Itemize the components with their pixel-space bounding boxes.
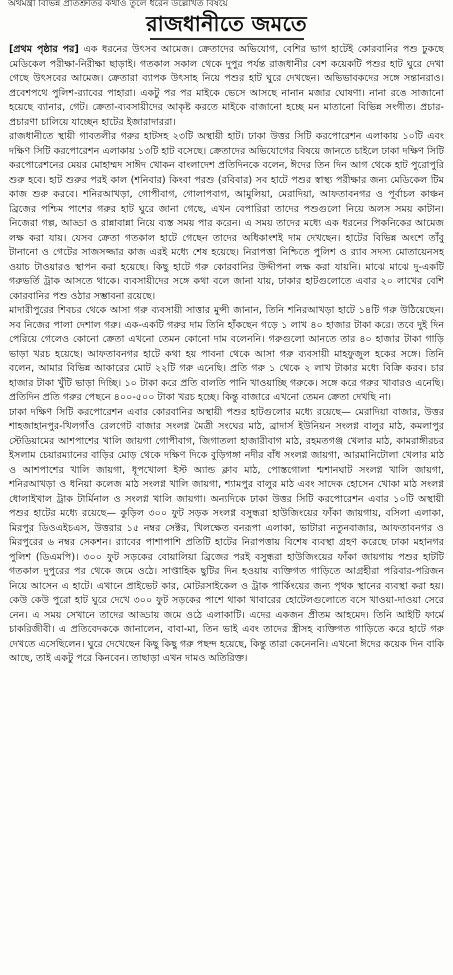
- jump-label: [প্রথম পৃষ্ঠার পর]: [9, 44, 79, 55]
- article-paragraph: মাদারীপুরের শিবচর থেকে আসা গরু ব্যবসায়ী সাত্তার মুন্সী জানান, তিনি শনিরআখড়া হাটে ১৪টি গরু উঠিয়েছেন। সব নিজের পালা দেশাল গরু। এক-একটি গরুর দাম তিনি হাঁকছেন গড়ে ১ লাখ ৪০ হাজার টাকা করে। তবে দুই দিন পেরিয়ে গেলেও কোনো ক্রেতা এখনো তেমন কোনো দাম বলেননি। গরুগুলো আনতে তার ৪০ হাজার টাকা গাড়ি ভাড়া খরচ হয়েছে। আফতাবনগর হাটে কথা হয় পাবনা থেকে আসা গরু ব্যবসায়ী মাহফুজুল হকের সঙ্গে। তিনি বলেন, আমার বিভিন্ন আকারের মোট ২২টি গরু এনেছি। প্রতি গরু ১ থেকে ২ লাখ টাকার মধ্যে বিক্রি করব। চার হাজার টাকা খুঁটি ভাড়া দিচ্ছি। ১০ টাকা করে প্রতি বালতি পানি খাওয়াচ্ছি গরুকে। সঙ্গে করে গরুর খাবারও এনেছি। প্রতিদিন প্রতি গরুর পেছনে ৪০০-৫০০ টাকা খরচ হচ্ছে। কিন্তু বাজারে এখনো তেমন ক্রেতা দেখছি না।: [9, 305, 444, 403]
- article-paragraph: রাজধানীতে স্থায়ী গাবতলীর গরুর হাটসহ ২৩টি অস্থায়ী হাট। ঢাকা উত্তর সিটি করপোরেশন এলাকায় ১০টি এবং দক্ষিণ সিটি করপোরেশন এলাকায় ১৩টি হাট বসেছে। ক্রেতাদের অভিযোগের বিষয়ে জানতে চাইলে ঢাকা দক্ষিণ সিটি করপোরেশনের মেয়র মোহাম্মদ সাঈদ খোকন বাংলাদেশ প্রতিদিনকে বলেন, ঈদের তিন দিন আগ থেকে হাট পুরোপুরি শুরু হবে। হাট শুরুর পরই কাল (শনিবার) কিংবা পরশু (রবিবার) সব হাটে পশুর স্বাস্থ্য পরীক্ষার জন্য মেডিকেল টিম কাজ শুরু করবে। শনিরআখড়া, গোপীবাগ, গোলাপবাগ, আমুলিয়া, মেরাদিয়া, আফতাবনগর ও পূর্বাচল কাঞ্চন ব্রিজের পশ্চিম পাশের গরুর হাট ঘুরে জানা গেছে, এখন বেপারিরা তাদের পশুগুলো নিয়ে অলস সময় কাটান। নিজেরা গল্প, আড্ডা ও রান্নাবান্না নিয়ে ব্যস্ত সময় পার করেন। এ সময় তাদের মধ্যে এক ধরনের পিকনিকের আমেজ লক্ষ করা যায়। যেসব ক্রেতা গতকাল হাটে গেছেন তাদের অধিকাংশই দাম দেখছেন। হাটের বিভিন্ন অংশে তাঁবু টানানো ও গেটের সাজসজ্জার কাজ এরই মধ্যে শেষ হয়েছে। নিরাপত্তা নিশ্চিতে পুলিশ ও র‍্যাব সদস্য মোতায়েনসহ ওয়াচ টাওয়ারও স্থাপন করা হয়েছে। কিছু হাটে গরু কোরবানির উদ্দীপনা লক্ষ করা যায়নি। মাঝে মাঝে দু-একটি গরুভর্তি ট্রাক আসতে থাকে। ব্যবসায়ীদের সঙ্গে কথা বলে জানা যায়, ঢাকার হাটগুলোতে এবার ২০ লাখের বেশি কোরবানির পশু ওঠার সম্ভাবনা রয়েছে।: [9, 131, 444, 302]
- previous-article-fragment: অর্থমন্ত্রী বিভিন্ন প্রতিশ্রুতির কথাও তুলে ধরেন উল্লেখিত বিষয়ে: [8, 0, 228, 9]
- article-body: [9, 43, 444, 971]
- paragraph-text: এক ধরনের উৎসব আমেজ। ক্রেতাদের অভিযোগ, বেশির ভাগ হাটেই কোরবানির পশু ঢুকছে মেডিকেল পরীক্ষা-নিরীক্ষা ছাড়াই। গতকাল সকাল থেকে দুপুর পর্যন্ত রাজধানীর বেশ কয়েকটি পশুর হাট ঘুরে দেখা গেছে উৎসবের আমেজ। ক্রেতারা ব্যাপক উৎসাহ নিয়ে পশুর হাট ঘুরে দেখছেন। অভিভাবকদের সঙ্গে সন্তানরাও। প্রবেশপথে পুলিশ-র‍্যাবের পাহারা। একটু পর পর মাইকে ভেসে আসছে নানান মজার ঘোষণা। নানা রঙে সাজানো হয়েছে ব্যানার, গেট। ক্রেতা-ব্যবসায়ীদের আকৃষ্ট করতে মাইকে বাজানো হচ্ছে মন মাতানো বিভিন্ন সংগীত। প্রচার-প্রচারণা চালিয়ে যাচ্ছেন হাটের ইজারাদাররা।: [9, 44, 444, 128]
- headline: রাজধানীতে জমতে: [146, 12, 307, 36]
- headline-underline: [150, 38, 304, 40]
- article-paragraph: ঢাকা দক্ষিণ সিটি করপোরেশন এবার কোরবানির অস্থায়ী পশুর হাটগুলোর মধ্যে রয়েছে— মেরাদিয়া বাজার, উত্তর শাহজাহানপুর-খিলগাঁও রেলগেট বাজার সংলগ্ন মৈত্রী সংঘের মাঠ, ব্রাদার্স ইউনিয়ন সংলগ্ন বালুর মাঠ, কমলাপুর স্টেডিয়ামের আশপাশের খালি জায়গা গোপীবাগ, জিগাতলা হাজারীবাগ মাঠ, রহমতগঞ্জ খেলার মাঠ, কামরাঙ্গীরচর ইসলাম চেয়ারম্যানের বাড়ির মোড় থেকে দক্ষিণ দিকে বুড়িগঙ্গা নদীর বাঁধ সংলগ্ন জায়গা, আরমানিটোলা খেলার মাঠ ও আশপাশের খালি জায়গা, ধূপখোলা ইস্ট অ্যান্ড ক্লাব মাঠ, পোস্তগোলা শ্মশানঘাট সংলগ্ন খালি জায়গা, শনিরআখড়া ও ধনিয়া কলেজ মাঠ সংলগ্ন খালি জায়গা, শ্যামপুর বালুর মাঠ এবং সাদেক হোসেন খোকা মাঠ সংলগ্ন ধোলাইখাল ট্রাক টার্মিনাল ও সংলগ্ন খালি জায়গা। অন্যদিকে ঢাকা উত্তর সিটি করপোরেশন এবার ১০টি অস্থায়ী পশুর হাটের মধ্যে রয়েছে— কুড়িল ৩০০ ফুট সড়ক সংলগ্ন বসুন্ধরা হাউজিংয়ের ফাঁকা জায়গায়, বসিলা এলাকা, মিরপুর ডিওএইচএস, উত্তরার ১৫ নম্বর সেক্টর, খিলক্ষেত বনরূপা এলাকা, ভাটারা নতুনবাজার, আফতাবনগর ও মিরপুরের ৬ নম্বর সেকশন। র‍্যাবের পাশাপাশি প্রতিটি হাটের নিরাপত্তায় বিশেষ ব্যবস্থা গ্রহণ করেছে ঢাকা মহানগর পুলিশ (ডিএমপি)। ৩০০ ফুট সড়কের বোয়ালিয়া ব্রিজের পরই বসুন্ধরা হাউজিংয়ের ফাঁকা জায়গায় পশুর হাটটি গতকাল দুপুরের পর থেকে জমে ওঠে। সাপ্তাহিক ছুটির দিন হওয়ায় ব্যক্তিগত গাড়িতে আগ্রহীরা পরিবার-পরিজন নিয়ে আসেন এ হাটে। এখানে প্রাইভেট কার, মোটরসাইকেল ও ট্রাক পার্কিংয়ের জন্য পৃথক স্থানের ব্যবস্থা করা হয়। কেউ কেউ পুরো হাট ঘুরে দেখে ৩০০ ফুট সড়কের পাশে থাকা খাবারের হোটেলগুলোতে বসে খাওয়া-দাওয়া সেরে নেন। এ সময় সেখানে তাদের আড্ডায় জমে ওঠে এলাকাটি। এদের একজন প্রীতম আহমেদ। তিনি আইটি ফার্মে চাকরিজীবী। এ প্রতিবেদককে জানালেন, বাবা-মা, তিন ভাই এবং তাদের স্ত্রীসহ ব্যক্তিগত গাড়িতে করে হাটে গরু দেখতে এসেছিলেন। ঘুরে দেখেছেন কিছু কিছু গরু পছন্দ হয়েছে, কিন্তু তারা কেনেননি। এখনো ঈদের কয়েক দিন বাকি আছে, তাই একটু পরে কিনবেন। তাছাড়া এখন দামও অতিরিক্ত।: [9, 406, 444, 664]
- article-paragraph: [9, 43, 444, 130]
